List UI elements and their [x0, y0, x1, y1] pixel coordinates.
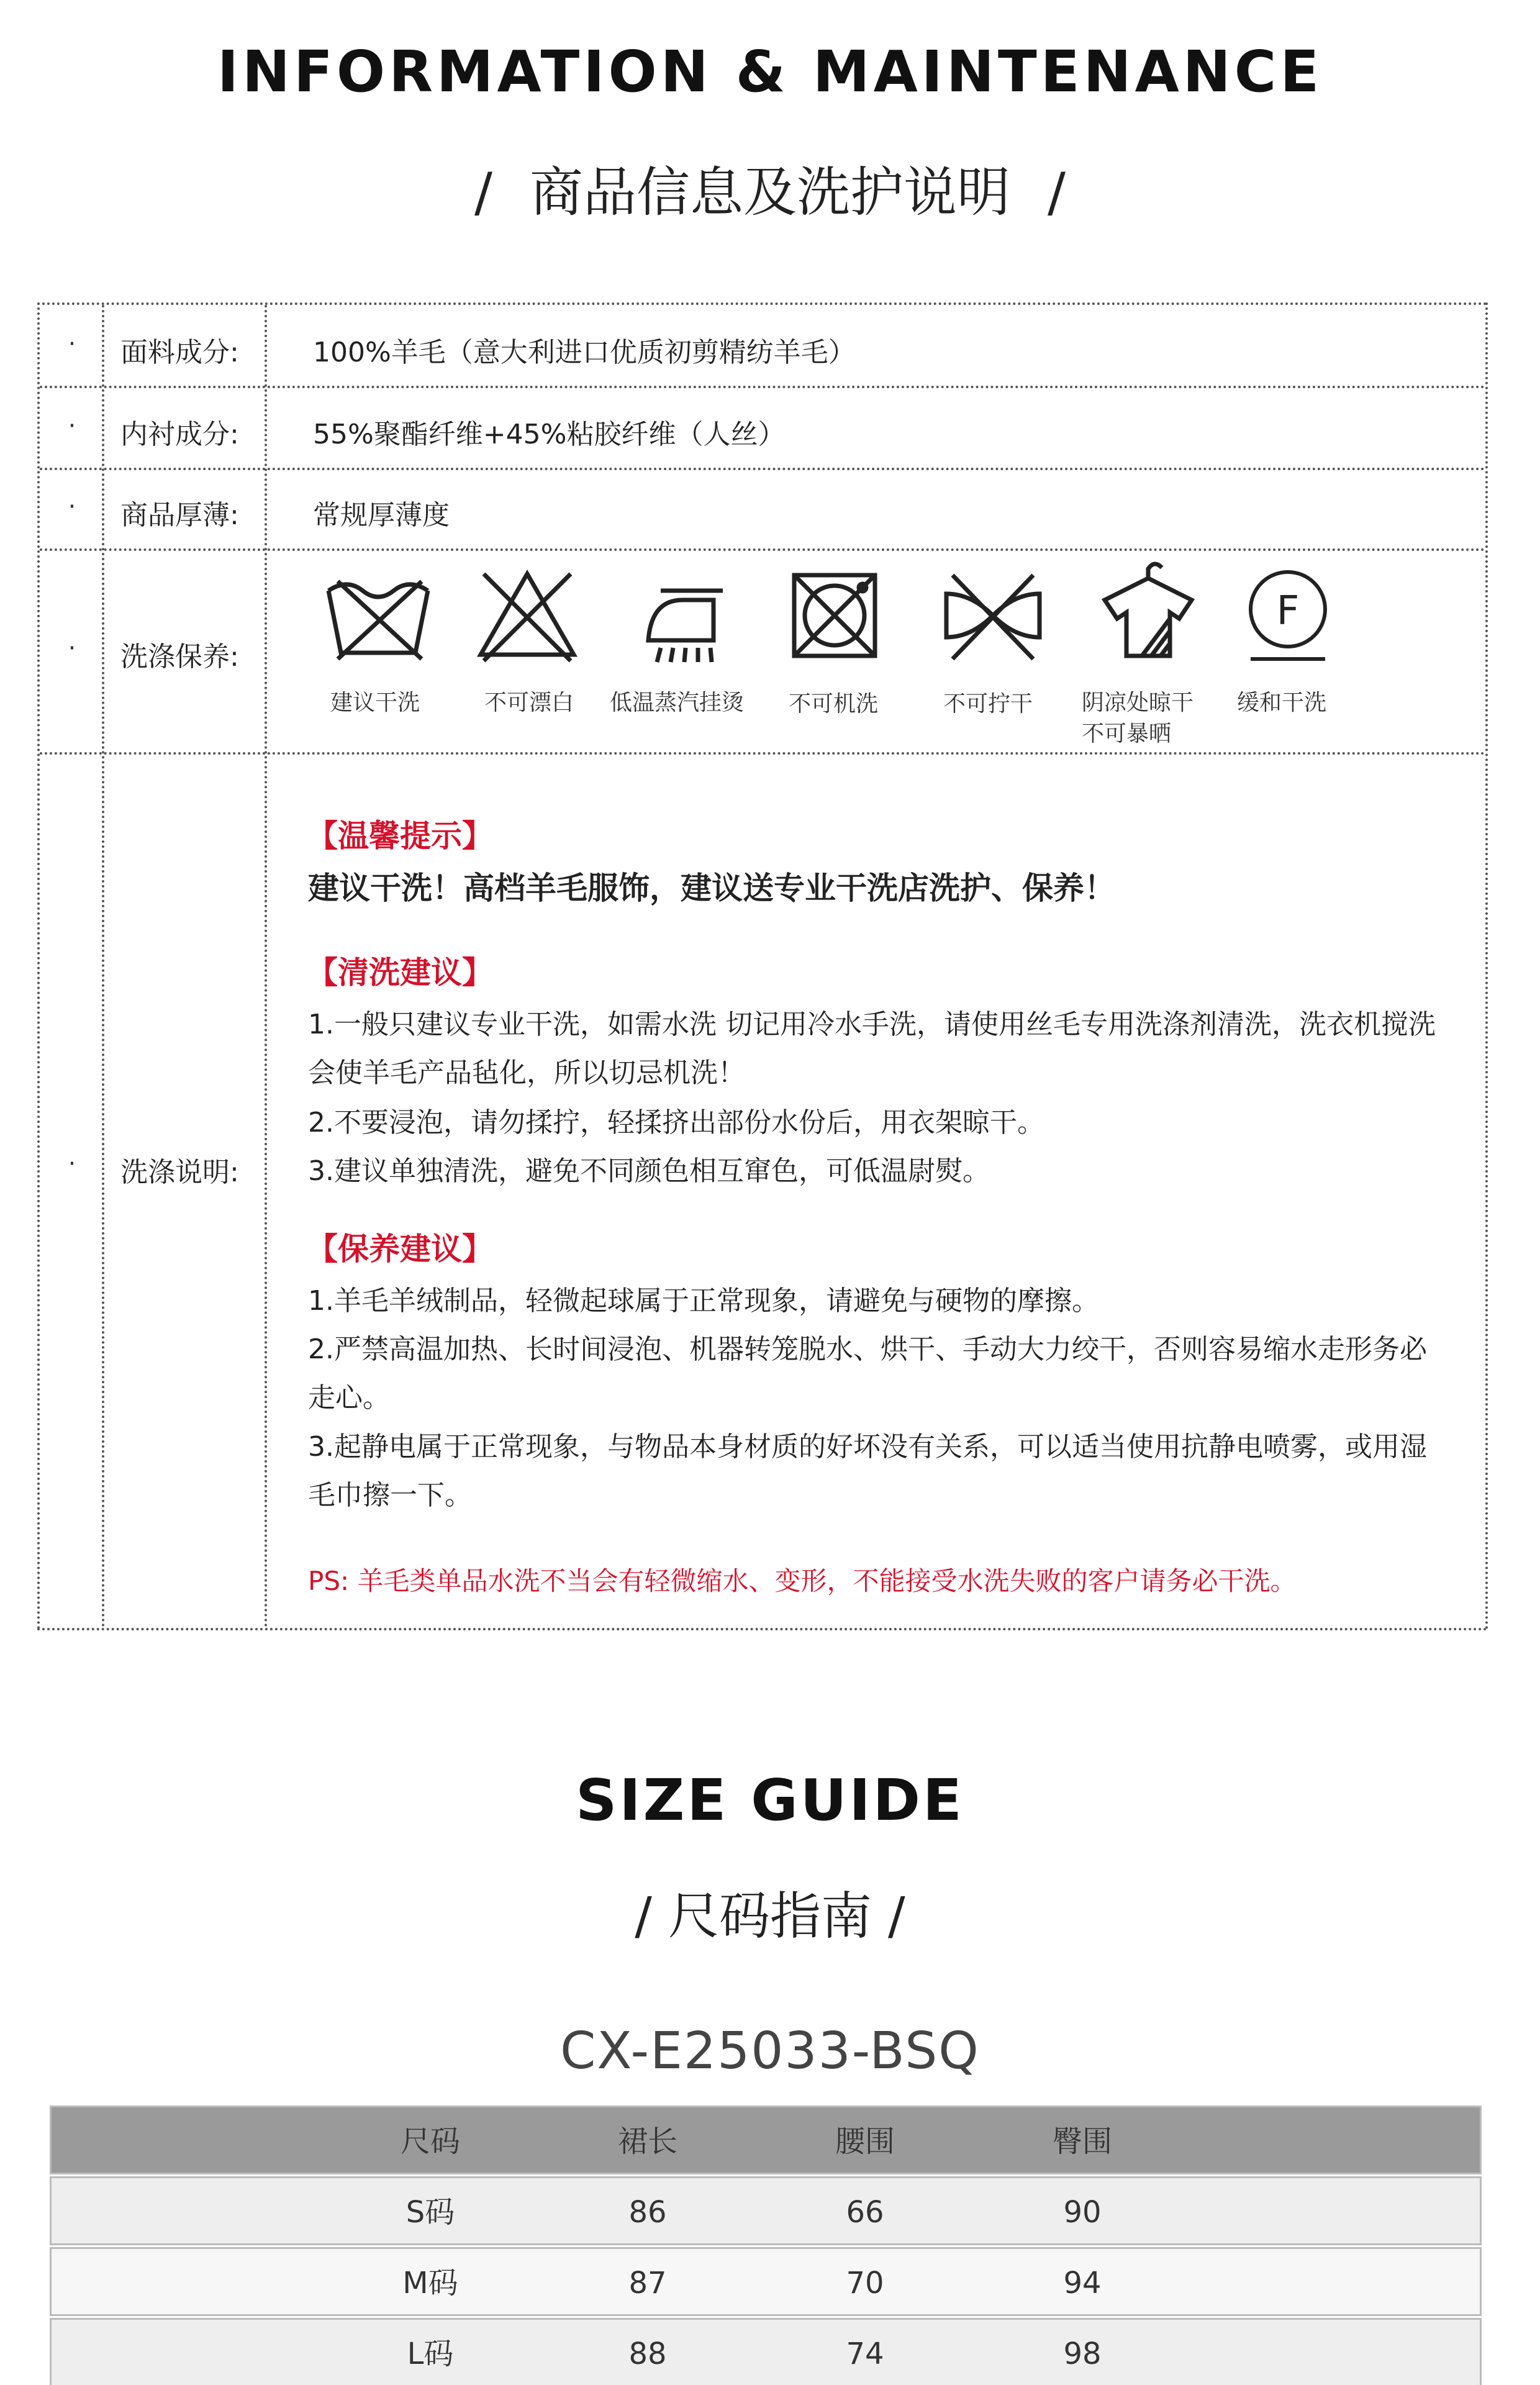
wash-item: 2.不要浸泡，请勿揉拧，轻揉挤出部份水份后，用衣架晾干。	[308, 1107, 1044, 1138]
tip-heading: 【温馨提示】	[307, 818, 493, 854]
care-label: 不可漂白	[484, 690, 574, 716]
table-row	[50, 2318, 1482, 2385]
section-title-info-cn	[0, 149, 1540, 226]
section-title-size-cn: / 尺码指南 /	[635, 1887, 905, 1946]
care-item: 1.羊毛羊绒制品，轻微起球属于正常现象，请避免与硬物的摩擦。	[308, 1285, 1099, 1317]
gentle-dry-clean-icon	[1241, 566, 1334, 665]
info-table	[37, 302, 1488, 1630]
row-bullet: ·	[68, 493, 76, 521]
wash-item: 1.一般只建议专业干洗，如需水洗 切记用冷水手洗，请使用丝毛专用洗涤剂清洗，洗衣机搅洗会使羊毛产品毡化，所以切忌机洗！	[308, 1009, 1436, 1089]
label-thickness: 商品厚薄:	[120, 499, 239, 531]
row-divider	[40, 468, 1485, 470]
table-cell: 66	[846, 2195, 884, 2230]
care-item: 3.起静电属于正常现象，与物品本身材质的好坏没有关系，可以适当使用抗静电喷雾，或用湿毛巾擦一下。	[308, 1431, 1427, 1511]
section-title-info-en: INFORMATION & MAINTENANCE	[217, 39, 1323, 105]
shade-dry-icon	[1092, 556, 1204, 668]
no-bleach-icon	[474, 565, 580, 664]
table-cell: 98	[1063, 2337, 1102, 2371]
column-header: 臀围	[1052, 2124, 1112, 2159]
care-label: 缓和干洗	[1237, 690, 1327, 716]
column-header: 腰围	[835, 2124, 895, 2159]
care-label: 建议干洗	[330, 690, 420, 716]
table-cell: 74	[846, 2337, 884, 2371]
care-item: 2.严禁高温加热、长时间浸泡、机器转笼脱水、烘干、手动大力绞干，否则容易缩水走形务必走心。	[308, 1333, 1427, 1414]
row-divider	[40, 386, 1485, 388]
label-instructions: 洗涤说明:	[120, 1156, 239, 1188]
row-divider	[40, 548, 1485, 551]
ps-note: PS: 羊毛类单品水洗不当会有轻微缩水、变形，不能接受水洗失败的客户请务必干洗。	[308, 1566, 1297, 1596]
dry-clean-letter: F	[1276, 588, 1300, 634]
care-label: 低温蒸汽挂烫	[610, 690, 745, 716]
size-table	[50, 2106, 1482, 2385]
iron-low-steam-icon	[636, 578, 729, 671]
tip-text: 建议干洗！高档羊毛服饰，建议送专业干洗店洗护、保养！	[308, 870, 1115, 906]
column-divider	[265, 305, 267, 1628]
value-fabric: 100%羊毛（意大利进口优质初剪精纺羊毛）	[313, 337, 856, 368]
care-heading: 【保养建议】	[307, 1231, 493, 1267]
value-lining: 55%聚酯纤维+45%粘胶纤维（人丝）	[313, 419, 786, 450]
care-label: 阴凉处晾干	[1082, 690, 1194, 716]
row-divider	[40, 752, 1485, 755]
row-bullet: ·	[68, 330, 76, 358]
table-cell: 94	[1063, 2266, 1102, 2301]
row-bullet: ·	[68, 634, 76, 663]
table-cell: 70	[846, 2266, 884, 2301]
care-label: 不可拧干	[943, 691, 1033, 717]
size-table-header	[50, 2106, 1482, 2174]
wash-heading: 【清洗建议】	[307, 955, 493, 991]
table-cell: 86	[628, 2195, 667, 2230]
table-cell: L码	[407, 2337, 454, 2371]
label-fabric: 面料成分:	[120, 337, 239, 368]
care-label: 不可机洗	[789, 691, 879, 717]
row-bullet: ·	[68, 1150, 76, 1178]
no-wash-icon	[322, 566, 434, 665]
slash-right: /	[1048, 161, 1066, 224]
label-care: 洗涤保养:	[120, 641, 239, 673]
table-cell: S码	[405, 2195, 455, 2230]
product-code: CX-E25033-BSQ	[560, 2022, 980, 2081]
value-thickness: 常规厚薄度	[313, 499, 450, 531]
table-cell: M码	[402, 2266, 458, 2301]
table-cell: 90	[1063, 2195, 1102, 2230]
section-title-size-en: SIZE GUIDE	[576, 1767, 964, 1833]
no-tumble-dry-icon	[785, 566, 884, 665]
title-cn-text: 商品信息及洗护说明	[530, 161, 1010, 224]
care-label-line2: 不可暴晒	[1082, 721, 1172, 747]
column-divider	[102, 305, 104, 1628]
table-cell: 87	[628, 2266, 667, 2301]
column-header: 裙长	[617, 2124, 677, 2159]
no-wring-icon	[940, 566, 1046, 665]
label-lining: 内衬成分:	[120, 419, 239, 450]
column-header: 尺码	[400, 2124, 460, 2159]
wash-item: 3.建议单独清洗，避免不同颜色相互窜色，可低温尉熨。	[308, 1155, 990, 1187]
table-row	[50, 2176, 1482, 2245]
row-bullet: ·	[68, 412, 76, 440]
slash-left: /	[474, 161, 492, 224]
table-row	[50, 2247, 1482, 2316]
table-cell: 88	[628, 2337, 667, 2371]
